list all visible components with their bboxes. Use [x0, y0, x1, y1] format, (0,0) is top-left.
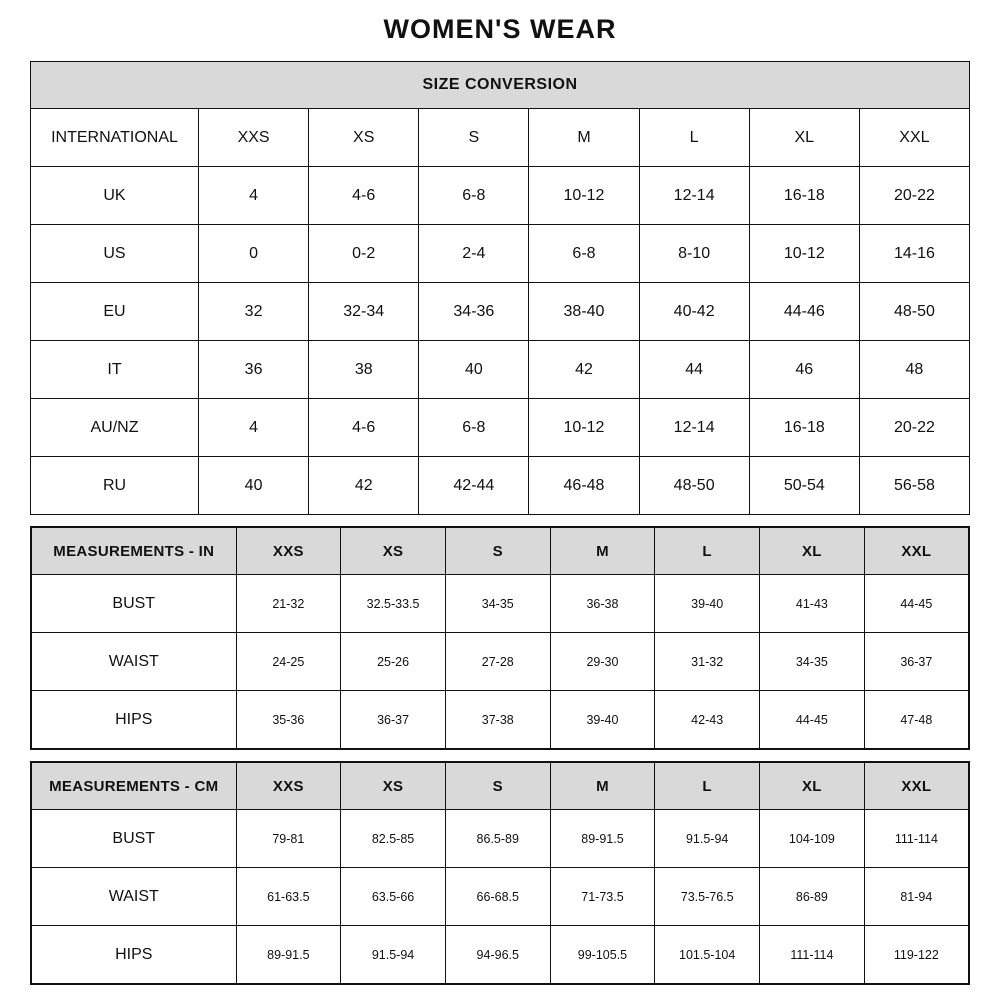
- cell: 42: [309, 457, 419, 515]
- cell: 16-18: [749, 167, 859, 225]
- cell: 44: [639, 341, 749, 399]
- cell: XXL: [859, 109, 969, 167]
- size-column-header: XL: [760, 762, 865, 810]
- row-label: HIPS: [31, 926, 236, 985]
- cell: 32: [199, 283, 309, 341]
- cell: 79-81: [236, 810, 341, 868]
- table-row: [31, 399, 970, 457]
- size-column-header: L: [655, 527, 760, 575]
- cell: 39-40: [550, 691, 655, 750]
- table-title-cell: MEASUREMENTS - CM: [31, 762, 236, 810]
- cell: 6-8: [419, 167, 529, 225]
- size-column-header: XXL: [864, 762, 969, 810]
- cell: 56-58: [859, 457, 969, 515]
- cell: 50-54: [749, 457, 859, 515]
- cell: M: [529, 109, 639, 167]
- table-row: [31, 167, 970, 225]
- cell: 99-105.5: [550, 926, 655, 985]
- cell: 101.5-104: [655, 926, 760, 985]
- cell: 2-4: [419, 225, 529, 283]
- table-row: [31, 633, 969, 691]
- row-label: WAIST: [31, 633, 236, 691]
- cell: 40-42: [639, 283, 749, 341]
- cell: 27-28: [445, 633, 550, 691]
- cell: 4-6: [309, 399, 419, 457]
- table-row: [31, 341, 970, 399]
- cell: 16-18: [749, 399, 859, 457]
- cell: 48-50: [859, 283, 969, 341]
- cell: 4: [199, 399, 309, 457]
- cell: 35-36: [236, 691, 341, 750]
- row-label: RU: [31, 457, 199, 515]
- cell: S: [419, 109, 529, 167]
- size-column-header: M: [550, 762, 655, 810]
- table-row: [31, 283, 970, 341]
- cell: 41-43: [760, 575, 865, 633]
- size-conversion-title: SIZE CONVERSION: [31, 62, 970, 109]
- row-label: EU: [31, 283, 199, 341]
- measurements-in-table: [30, 526, 970, 750]
- cell: 46-48: [529, 457, 639, 515]
- cell: XS: [309, 109, 419, 167]
- cell: 44-45: [864, 575, 969, 633]
- cell: XL: [749, 109, 859, 167]
- table-row: [31, 926, 969, 985]
- cell: 25-26: [341, 633, 446, 691]
- row-label: HIPS: [31, 691, 236, 750]
- header-row: [31, 762, 969, 810]
- table-row: [31, 225, 970, 283]
- cell: 36: [199, 341, 309, 399]
- cell: 39-40: [655, 575, 760, 633]
- row-label: UK: [31, 167, 199, 225]
- cell: 38: [309, 341, 419, 399]
- cell: 34-36: [419, 283, 529, 341]
- cell: 104-109: [760, 810, 865, 868]
- table-row: [31, 810, 969, 868]
- cell: 10-12: [529, 399, 639, 457]
- cell: 40: [199, 457, 309, 515]
- cell: 89-91.5: [236, 926, 341, 985]
- size-column-header: XXS: [236, 527, 341, 575]
- cell: 36-38: [550, 575, 655, 633]
- cell: 10-12: [749, 225, 859, 283]
- cell: 32.5-33.5: [341, 575, 446, 633]
- size-column-header: S: [445, 527, 550, 575]
- cell: 42-44: [419, 457, 529, 515]
- cell: 46: [749, 341, 859, 399]
- cell: 66-68.5: [445, 868, 550, 926]
- cell: 12-14: [639, 399, 749, 457]
- cell: 4: [199, 167, 309, 225]
- header-row: [31, 527, 969, 575]
- cell: 94-96.5: [445, 926, 550, 985]
- size-column-header: XL: [760, 527, 865, 575]
- cell: 91.5-94: [341, 926, 446, 985]
- cell: 82.5-85: [341, 810, 446, 868]
- cell: 111-114: [760, 926, 865, 985]
- row-label: IT: [31, 341, 199, 399]
- cell: L: [639, 109, 749, 167]
- cell: 61-63.5: [236, 868, 341, 926]
- cell: 31-32: [655, 633, 760, 691]
- row-label: US: [31, 225, 199, 283]
- cell: 47-48: [864, 691, 969, 750]
- page-title: WOMEN'S WEAR: [383, 14, 617, 44]
- cell: 86.5-89: [445, 810, 550, 868]
- size-column-header: XS: [341, 527, 446, 575]
- cell: 37-38: [445, 691, 550, 750]
- row-label: BUST: [31, 810, 236, 868]
- cell: 36-37: [341, 691, 446, 750]
- row-label: BUST: [31, 575, 236, 633]
- cell: 8-10: [639, 225, 749, 283]
- cell: 63.5-66: [341, 868, 446, 926]
- cell: 91.5-94: [655, 810, 760, 868]
- cell: 0: [199, 225, 309, 283]
- cell: 40: [419, 341, 529, 399]
- size-column-header: L: [655, 762, 760, 810]
- cell: 4-6: [309, 167, 419, 225]
- cell: 21-32: [236, 575, 341, 633]
- cell: 32-34: [309, 283, 419, 341]
- table-row: [31, 457, 970, 515]
- size-conversion-title-row: [31, 62, 970, 109]
- cell: 71-73.5: [550, 868, 655, 926]
- cell: 20-22: [859, 399, 969, 457]
- size-column-header: XXS: [236, 762, 341, 810]
- cell: 6-8: [419, 399, 529, 457]
- cell: 44-46: [749, 283, 859, 341]
- cell: 42: [529, 341, 639, 399]
- cell: 73.5-76.5: [655, 868, 760, 926]
- cell: 119-122: [864, 926, 969, 985]
- cell: 38-40: [529, 283, 639, 341]
- table-title-cell: MEASUREMENTS - IN: [31, 527, 236, 575]
- cell: 34-35: [445, 575, 550, 633]
- size-column-header: XXL: [864, 527, 969, 575]
- cell: 89-91.5: [550, 810, 655, 868]
- cell: 10-12: [529, 167, 639, 225]
- row-label: WAIST: [31, 868, 236, 926]
- table-row: [31, 109, 970, 167]
- cell: 14-16: [859, 225, 969, 283]
- cell: 20-22: [859, 167, 969, 225]
- table-row: [31, 691, 969, 750]
- cell: 12-14: [639, 167, 749, 225]
- cell: 44-45: [760, 691, 865, 750]
- table-row: [31, 575, 969, 633]
- cell: 48: [859, 341, 969, 399]
- measurements-cm-table: [30, 761, 970, 985]
- cell: 48-50: [639, 457, 749, 515]
- cell: 81-94: [864, 868, 969, 926]
- cell: 34-35: [760, 633, 865, 691]
- cell: 111-114: [864, 810, 969, 868]
- cell: 24-25: [236, 633, 341, 691]
- size-column-header: S: [445, 762, 550, 810]
- size-conversion-table: [30, 61, 970, 515]
- cell: 29-30: [550, 633, 655, 691]
- cell: 6-8: [529, 225, 639, 283]
- cell: 86-89: [760, 868, 865, 926]
- cell: XXS: [199, 109, 309, 167]
- cell: 42-43: [655, 691, 760, 750]
- size-column-header: M: [550, 527, 655, 575]
- cell: 0-2: [309, 225, 419, 283]
- row-label: AU/NZ: [31, 399, 199, 457]
- table-row: [31, 868, 969, 926]
- row-label: INTERNATIONAL: [31, 109, 199, 167]
- size-column-header: XS: [341, 762, 446, 810]
- cell: 36-37: [864, 633, 969, 691]
